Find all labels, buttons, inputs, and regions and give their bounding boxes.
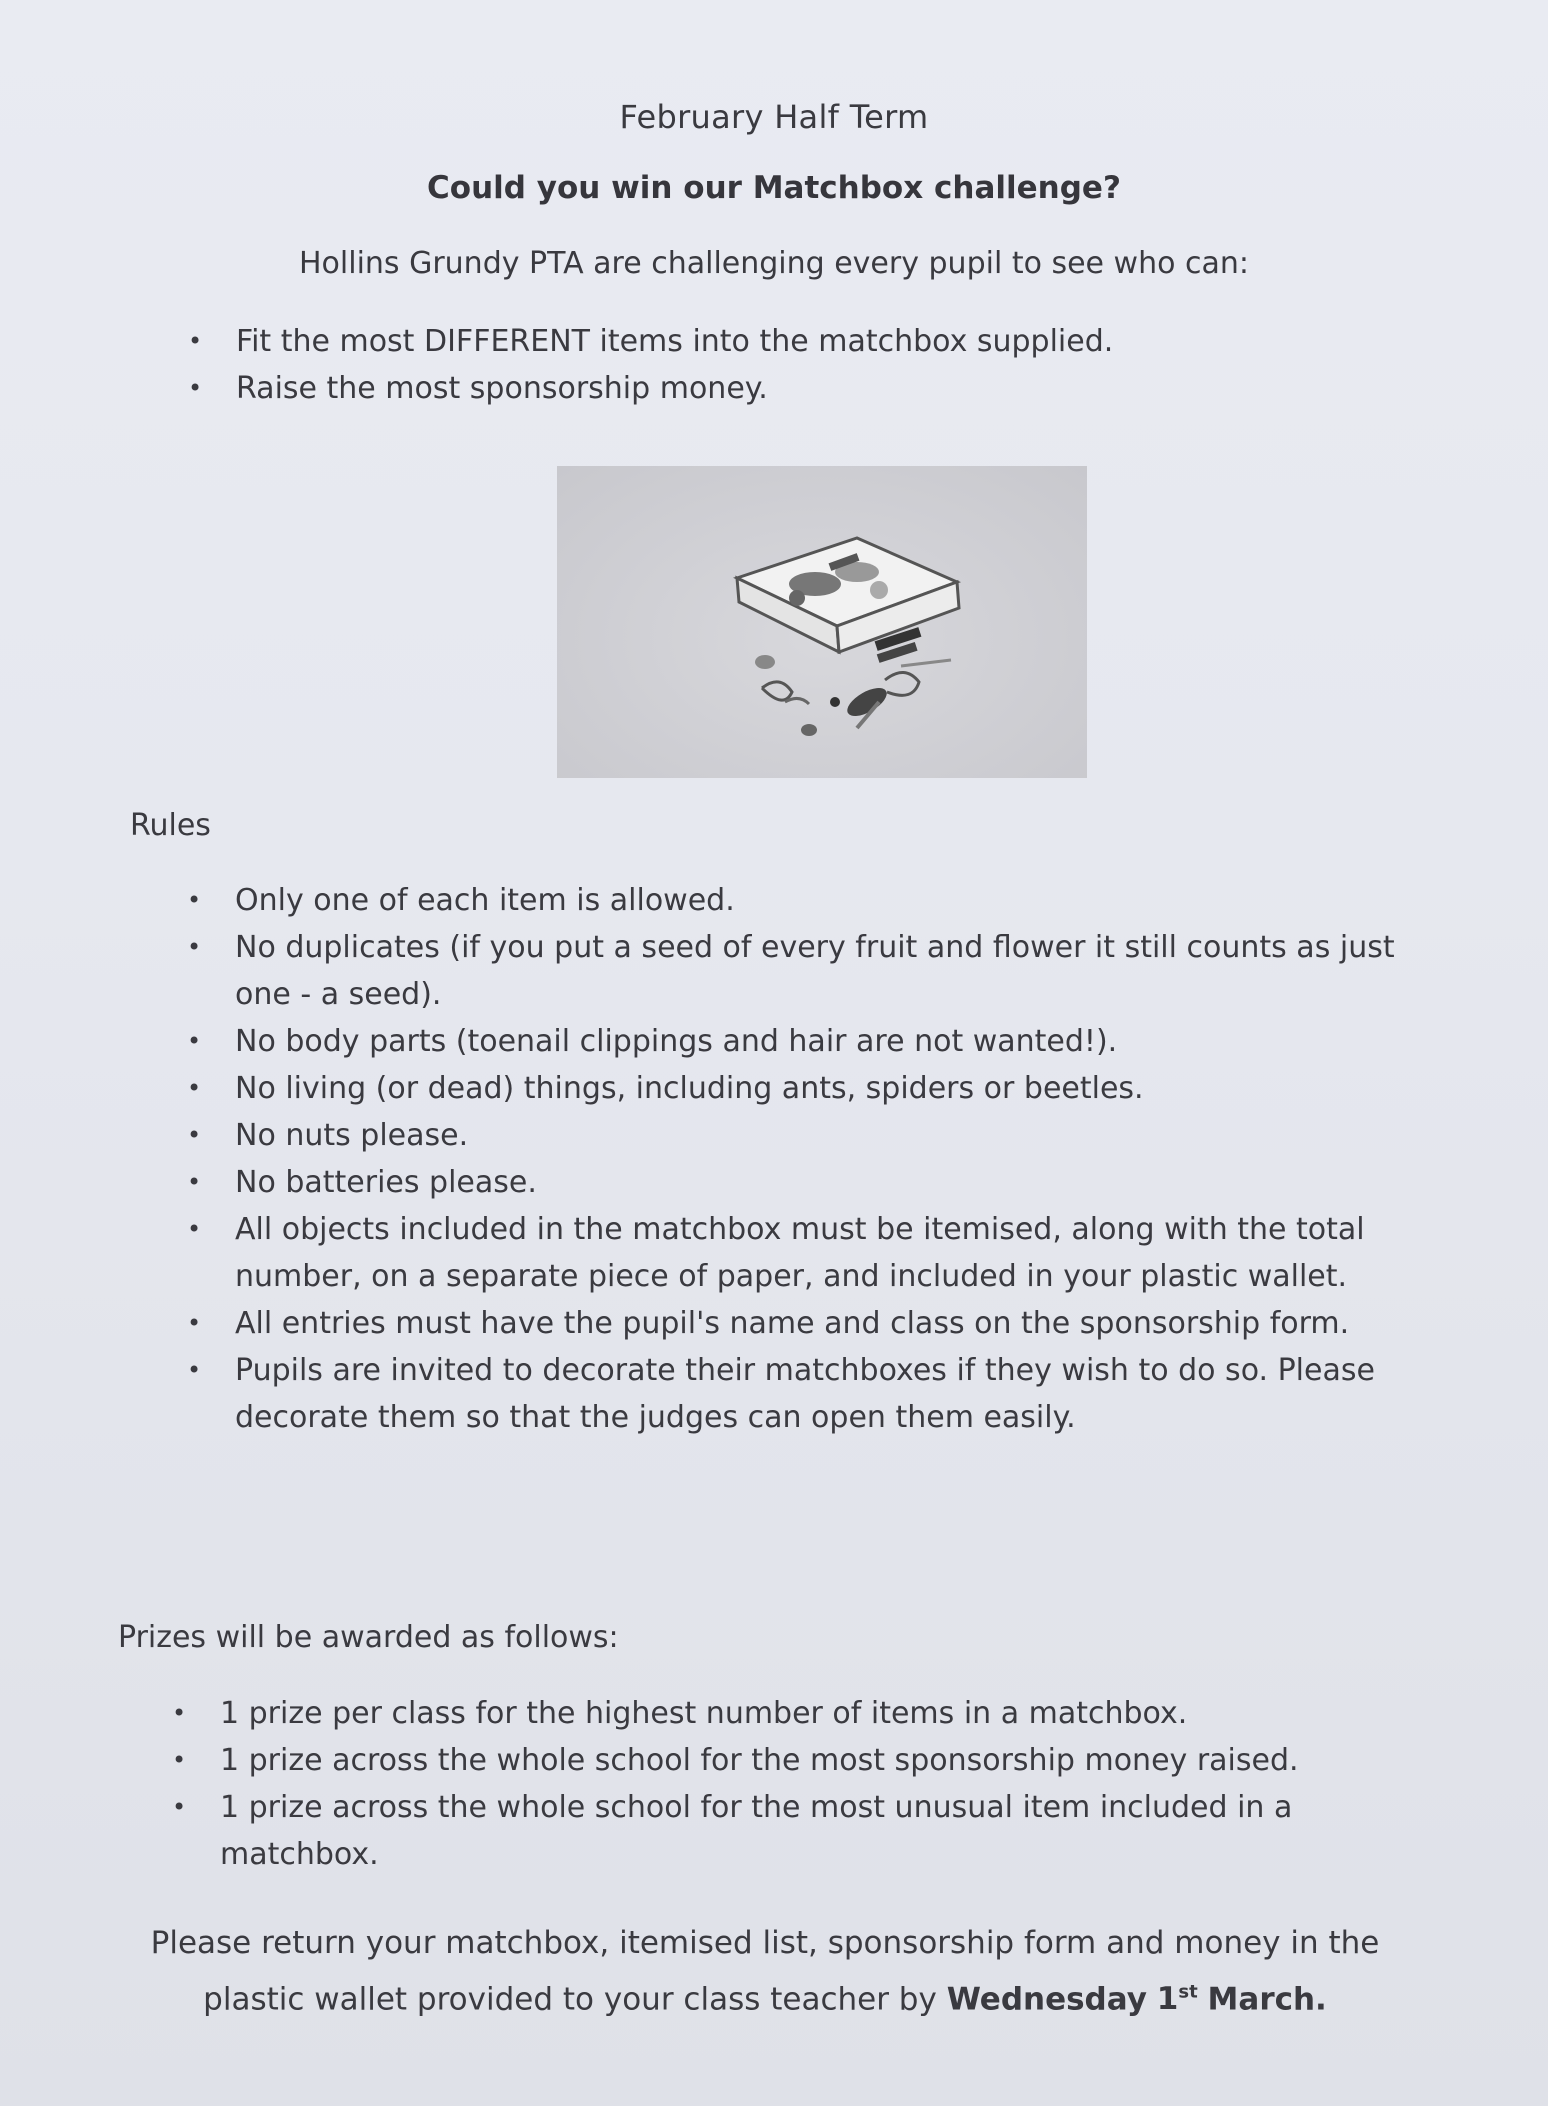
list-item: • All entries must have the pupil's name and class on the sponsorship form. bbox=[187, 1300, 1417, 1347]
list-item: • No nuts please. bbox=[187, 1112, 1417, 1159]
list-item: • No living (or dead) things, including ants, spiders or beetles. bbox=[187, 1065, 1417, 1112]
list-item: • Fit the most DIFFERENT items into the matchbox supplied. bbox=[188, 318, 1388, 365]
rules-list bbox=[187, 877, 1417, 1441]
list-item: • Only one of each item is allowed. bbox=[187, 877, 1417, 924]
list-item: • No duplicates (if you put a seed of every fruit and flower it still counts as just one - a seed). bbox=[187, 924, 1417, 1018]
prizes-list bbox=[172, 1690, 1412, 1878]
deadline-month: March. bbox=[1207, 1981, 1327, 2018]
matchbox-illustration bbox=[557, 466, 1087, 778]
list-item: • 1 prize across the whole school for the most unusual item included in a matchbox. bbox=[172, 1784, 1412, 1878]
list-item: • No batteries please. bbox=[187, 1159, 1417, 1206]
closing-text: Please return your matchbox, itemised list, sponsorship form and money in the plastic wallet provided to your class teacher by bbox=[150, 1925, 1380, 2018]
list-item: • Raise the most sponsorship money. bbox=[188, 365, 1388, 412]
list-item: • Pupils are invited to decorate their matchboxes if they wish to do so. Please decorate them so that the judges can open them easily. bbox=[187, 1347, 1417, 1441]
deadline-date: 1 bbox=[1156, 1981, 1179, 2018]
page-subtitle: Could you win our Matchbox challenge? bbox=[427, 170, 1121, 206]
list-item: • 1 prize per class for the highest number of items in a matchbox. bbox=[172, 1690, 1412, 1737]
rules-heading: Rules bbox=[130, 808, 211, 843]
prizes-heading: Prizes will be awarded as follows: bbox=[118, 1620, 619, 1655]
list-item: • No body parts (toenail clippings and hair are not wanted!). bbox=[187, 1018, 1417, 1065]
list-item: • 1 prize across the whole school for the most sponsorship money raised. bbox=[172, 1737, 1412, 1784]
matchbox-icon bbox=[557, 466, 1087, 778]
challenge-list bbox=[188, 318, 1388, 412]
deadline-day: Wednesday bbox=[946, 1981, 1147, 2018]
closing-instructions bbox=[100, 1918, 1430, 2024]
list-item: • All objects included in the matchbox must be itemised, along with the total number, on a separate piece of paper, and included in your plastic wallet. bbox=[187, 1206, 1417, 1300]
page-title: February Half Term bbox=[619, 98, 929, 136]
deadline-suffix: st bbox=[1178, 1982, 1198, 2003]
intro-text: Hollins Grundy PTA are challenging every pupil to see who can: bbox=[298, 246, 1249, 281]
